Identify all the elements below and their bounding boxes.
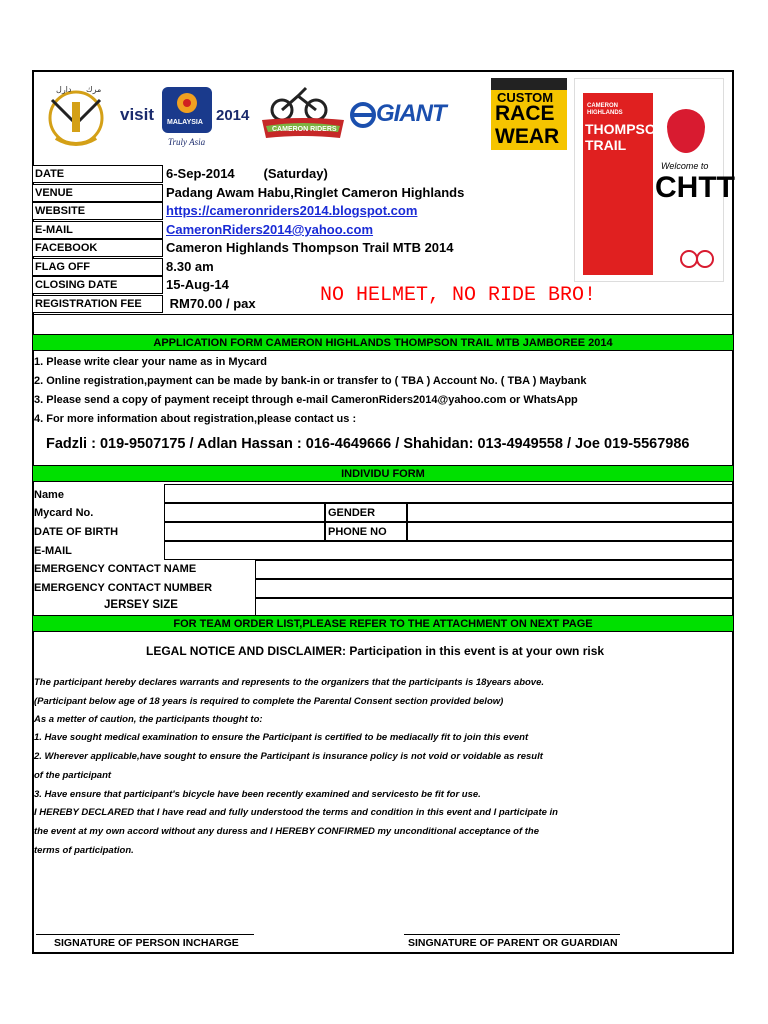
legal-line: 1. Have sought medical examination to ensure the Participant is certified to be mediacally fit to join this event xyxy=(34,732,529,743)
emergency-number-field[interactable] xyxy=(255,579,734,598)
legal-line: the event at my own accord without any duress and I HEREBY CONFIRMED my unconditional acceptance of the xyxy=(34,826,539,837)
team-order-note: FOR TEAM ORDER LIST,PLEASE REFER TO THE ATTACHMENT ON NEXT PAGE xyxy=(33,615,733,632)
malaysia-flower-icon xyxy=(162,87,212,133)
state-crest-logo xyxy=(38,80,114,150)
legal-line: of the participant xyxy=(34,770,112,781)
info-label-flag-off: FLAG OFF xyxy=(32,258,163,276)
cameron-riders-logo: CAMERON RIDERS xyxy=(262,80,344,146)
info-label-closing-date: CLOSING DATE xyxy=(32,276,163,294)
phone-label: PHONE NO xyxy=(328,526,387,538)
dob-field[interactable] xyxy=(164,522,325,541)
mycard-label: Mycard No. xyxy=(34,507,94,519)
email-field[interactable] xyxy=(164,541,734,560)
info-label-website: WEBSITE xyxy=(32,202,163,220)
name-label: Name xyxy=(34,489,64,501)
phone-field[interactable] xyxy=(407,522,734,541)
legal-line: 3. Have ensure that participant's bicycle have been recently examined and servicesto be fit for use. xyxy=(34,789,481,800)
application-title: APPLICATION FORM CAMERON HIGHLANDS THOMPSON TRAIL MTB JAMBOREE 2014 xyxy=(33,334,733,351)
info-label-venue: VENUE xyxy=(32,184,163,202)
info-label-registration-fee: REGISTRATION FEE xyxy=(32,295,163,313)
jersey-size-label: JERSEY SIZE xyxy=(104,599,178,611)
instruction-3: 3. Please send a copy of payment receipt through e-mail CameronRiders2014@yahoo.com or WhatsApp xyxy=(34,394,578,406)
mycard-field[interactable] xyxy=(164,503,325,522)
legal-line: 2. Wherever applicable,have sought to ensure the Participant is insurance policy is not void or voidable as result xyxy=(34,751,543,762)
email-link[interactable]: CameronRiders2014@yahoo.com xyxy=(166,222,374,237)
instruction-2: 2. Online registration,payment can be made by bank-in or transfer to ( TBA ) Account No. ( TBA ) Maybank xyxy=(34,375,587,387)
info-label-e-mail: E-MAIL xyxy=(32,221,163,239)
info-value-e-mail[interactable] xyxy=(166,221,373,239)
custom-race-wear-logo: CUSTOM RACE WEAR xyxy=(491,78,567,150)
signature-person-label: SIGNATURE OF PERSON INCHARGE xyxy=(54,937,239,949)
instruction-1: 1. Please write clear your name as in Mycard xyxy=(34,356,267,368)
info-label-facebook: FACEBOOK xyxy=(32,239,163,257)
signature-parent-label: SINGNATURE OF PARENT OR GUARDIAN xyxy=(408,937,618,949)
legal-line: The participant hereby declares warrants and represents to the organizers that the participants is 18years above. xyxy=(34,677,545,688)
dob-label: DATE OF BIRTH xyxy=(34,526,119,538)
contact-numbers: Fadzli : 019-9507175 / Adlan Hassan : 016-4649666 / Shahidan: 013-4949558 / Joe 019-5567986 xyxy=(46,436,690,452)
bike-gear-icon xyxy=(679,247,715,271)
gender-field[interactable] xyxy=(407,503,734,522)
svg-text:ﺩﺍﺭﻝ: ﺩﺍﺭﻝ xyxy=(56,85,72,94)
gender-label: GENDER xyxy=(328,507,376,519)
emergency-number-label: EMERGENCY CONTACT NUMBER xyxy=(34,582,213,594)
info-value-website[interactable] xyxy=(166,202,417,220)
visit-malaysia-logo: visit MALAYSIA 2014 Truly Asia xyxy=(120,85,260,153)
instruction-4: 4. For more information about registration,please contact us : xyxy=(34,413,357,425)
email-label: E-MAIL xyxy=(34,545,72,557)
strawberry-icon xyxy=(667,109,705,153)
jersey-size-field[interactable] xyxy=(255,598,734,616)
giant-swirl-icon xyxy=(350,102,376,128)
info-value-date: 6-Sep-2014 (Saturday) xyxy=(166,166,328,181)
info-value-facebook: Cameron Highlands Thompson Trail MTB 2014 xyxy=(166,240,454,255)
info-value-flag-off: 8.30 am xyxy=(166,259,214,274)
signature-line-parent xyxy=(404,934,620,935)
info-value-closing-date: 15-Aug-14 xyxy=(166,277,229,292)
legal-line: As a metter of caution, the participants thought to: xyxy=(34,714,263,725)
event-poster: CAMERON HIGHLANDS THOMPSON TRAIL Welcome to CHTT xyxy=(574,78,724,282)
info-separator xyxy=(32,314,734,315)
emergency-name-field[interactable] xyxy=(255,560,734,579)
giant-logo: GIANT xyxy=(350,100,485,132)
individu-title: INDIVIDU FORM xyxy=(33,465,733,482)
emergency-name-label: EMERGENCY CONTACT NAME xyxy=(34,563,197,575)
legal-line: (Participant below age of 18 years is required to complete the Parental Consent section provided below) xyxy=(34,696,504,707)
info-label-date: DATE xyxy=(32,165,163,183)
name-field[interactable] xyxy=(164,484,734,503)
legal-heading: LEGAL NOTICE AND DISCLAIMER: Participation in this event is at your own risk xyxy=(146,644,605,658)
svg-text:ﻣﺮﻙ: ﻣﺮﻙ xyxy=(86,85,102,94)
info-value-registration-fee: RM70.00 / pax xyxy=(166,296,256,311)
website-link[interactable]: https://cameronriders2014.blogspot.com xyxy=(166,203,418,218)
info-value-venue: Padang Awam Habu,Ringlet Cameron Highlands xyxy=(166,185,465,200)
slogan: NO HELMET, NO RIDE BRO! xyxy=(320,284,597,307)
legal-line: I HEREBY DECLARED that I have read and fully understood the terms and condition in this event and I participate in xyxy=(34,807,558,818)
signature-line-person xyxy=(36,934,254,935)
legal-line: terms of participation. xyxy=(34,845,134,856)
